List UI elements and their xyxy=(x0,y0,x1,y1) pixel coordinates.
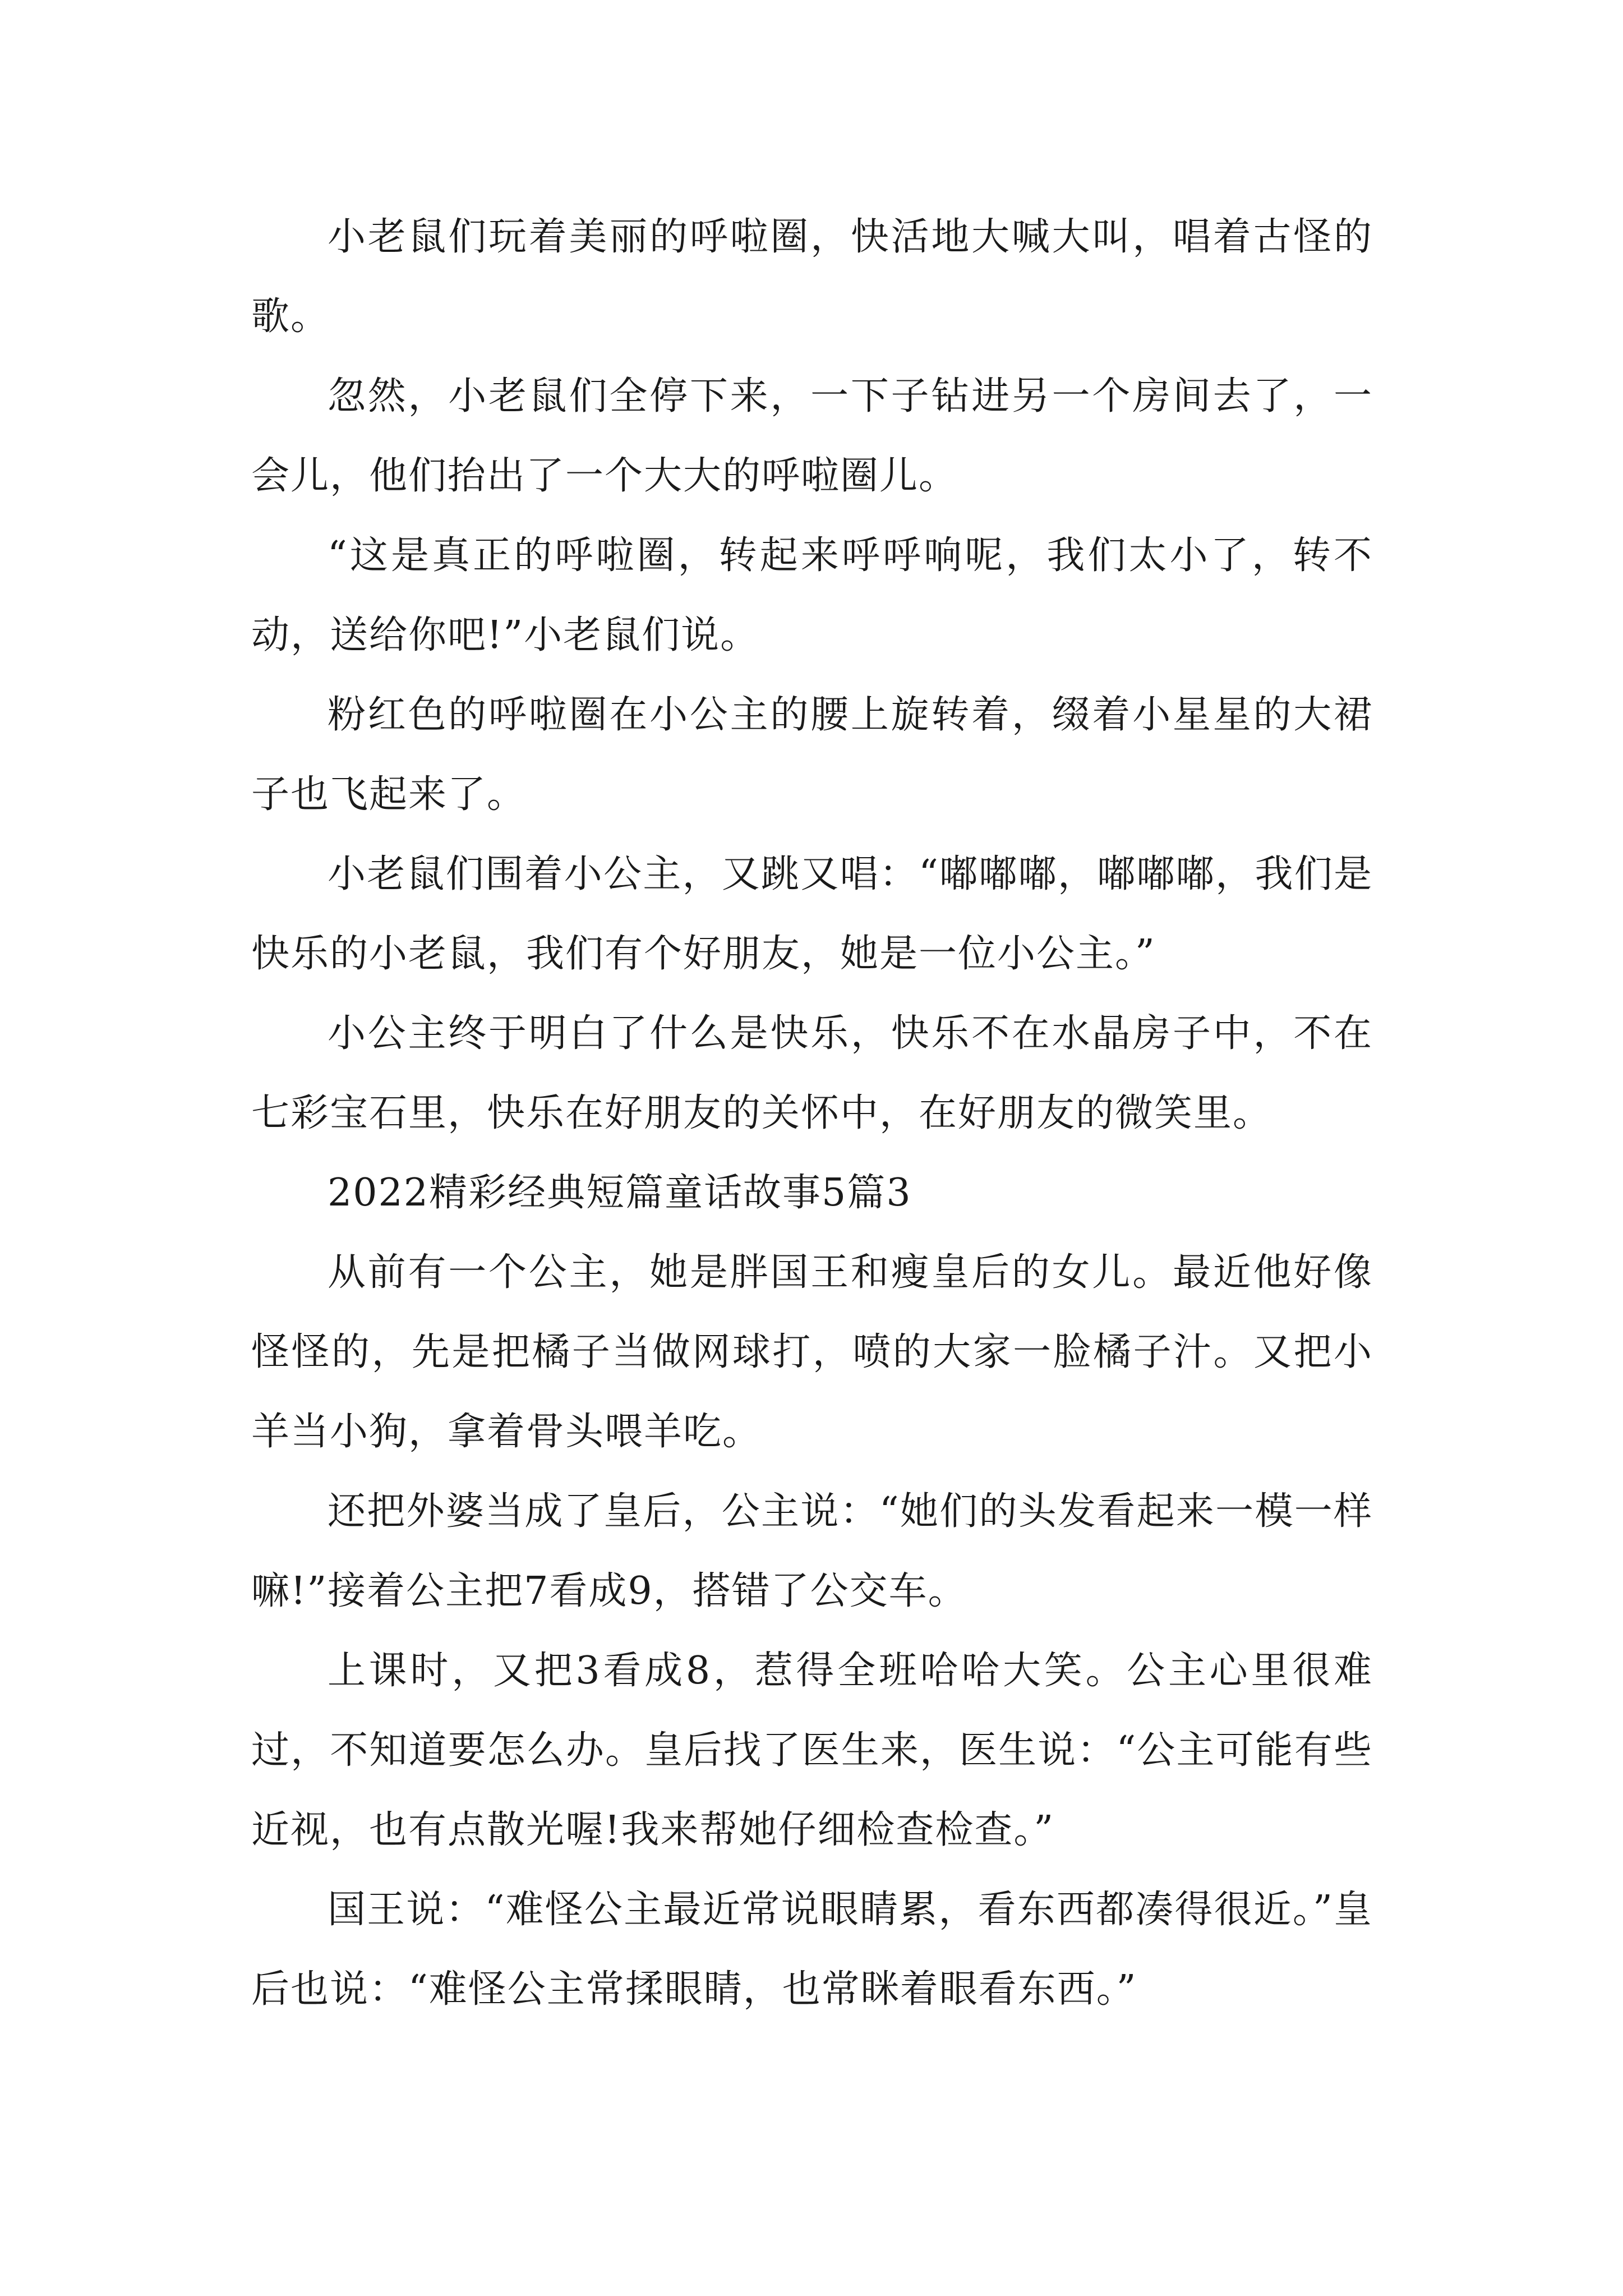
paragraph: 小老鼠们围着小公主，又跳又唱：“嘟嘟嘟，嘟嘟嘟，我们是快乐的小老鼠，我们有个好朋友，她是一位小公主。” xyxy=(251,852,1373,976)
paragraph: “这是真正的呼啦圈，转起来呼呼响呢，我们太小了，转不动，送给你吧!”小老鼠们说。 xyxy=(251,533,1373,657)
paragraph: 粉红色的呼啦圈在小公主的腰上旋转着，缀着小星星的大裙子也飞起来了。 xyxy=(251,693,1373,817)
paragraph: 还把外婆当成了皇后，公主说：“她们的头发看起来一模一样嘛!”接着公主把7看成9，搭错了公交车。 xyxy=(251,1489,1373,1613)
paragraph: 从前有一个公主，她是胖国王和瘦皇后的女儿。最近他好像怪怪的，先是把橘子当做网球打，喷的大家一脸橘子汁。又把小羊当小狗，拿着骨头喂羊吃。 xyxy=(251,1250,1373,1454)
paragraph: 上课时，又把3看成8，惹得全班哈哈大笑。公主心里很难过，不知道要怎么办。皇后找了医生来，医生说：“公主可能有些近视，也有点散光喔!我来帮她仔细检查检查。” xyxy=(251,1649,1373,1852)
document-page xyxy=(251,197,1373,2030)
paragraph: 国王说：“难怪公主最近常说眼睛累，看东西都凑得很近。”皇后也说：“难怪公主常揉眼睛，也常眯着眼看东西。” xyxy=(251,1888,1373,2012)
paragraph: 小公主终于明白了什么是快乐，快乐不在水晶房子中，不在七彩宝石里，快乐在好朋友的关怀中，在好朋友的微笑里。 xyxy=(251,1011,1373,1135)
paragraph: 忽然，小老鼠们全停下来，一下子钻进另一个房间去了，一会儿，他们抬出了一个大大的呼啦圈儿。 xyxy=(251,374,1373,498)
section-title: 2022精彩经典短篇童话故事5篇3 xyxy=(328,1171,912,1215)
paragraph: 小老鼠们玩着美丽的呼啦圈，快活地大喊大叫，唱着古怪的歌。 xyxy=(251,215,1373,339)
